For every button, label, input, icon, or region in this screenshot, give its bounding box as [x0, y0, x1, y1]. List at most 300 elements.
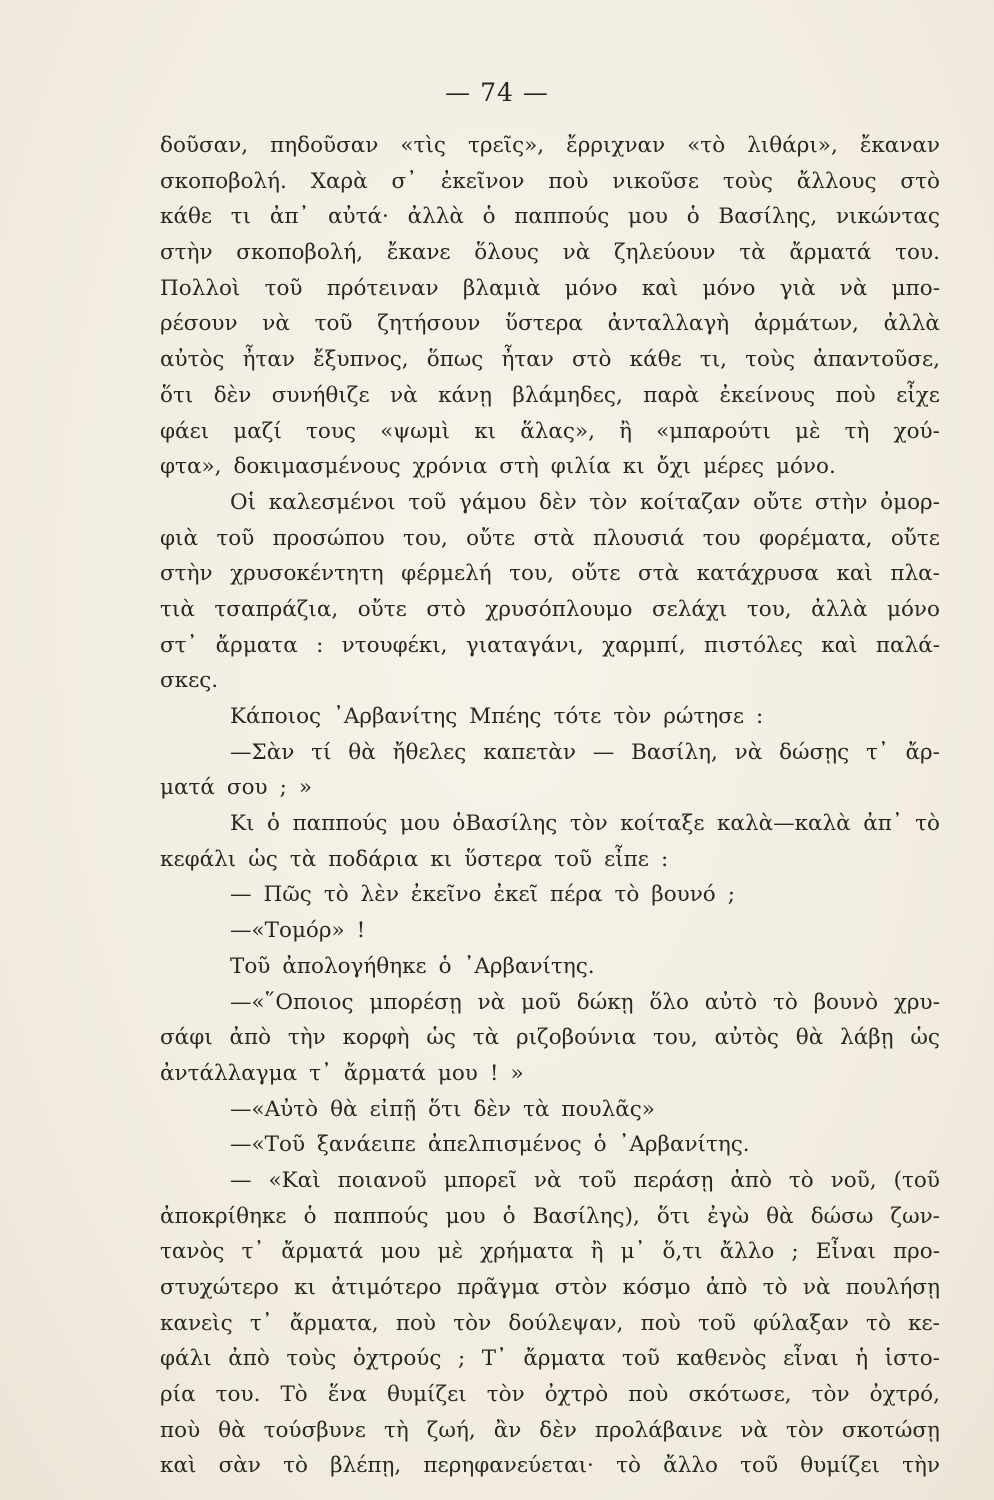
word: παππούς	[292, 811, 388, 837]
text-line	[160, 1448, 940, 1484]
word: κι	[622, 454, 645, 480]
word: μοῦ	[520, 989, 561, 1015]
word: σκες.	[160, 668, 219, 694]
word: Τοῦ	[230, 953, 271, 979]
word: οὔτε	[890, 525, 940, 551]
word: κοίταζαν	[640, 489, 741, 515]
word: περάσῃ	[633, 1167, 714, 1193]
word: ὅπως	[426, 347, 484, 373]
word: τ᾿	[241, 1239, 265, 1265]
word: σκοποβολή.	[160, 168, 287, 194]
word: ᾿Αρβανίτης.	[618, 1132, 750, 1158]
word: τ᾿	[866, 739, 889, 765]
text-line	[160, 663, 940, 699]
word: παππούς	[333, 1203, 429, 1229]
word: ἔρριχναν	[566, 133, 666, 158]
word: οὔτε	[357, 596, 407, 622]
word: χού-	[893, 418, 940, 444]
word: ὁ	[502, 1203, 516, 1229]
word: μαζί	[233, 418, 282, 444]
word: τὸν	[569, 811, 608, 837]
word: «ψωμὶ	[380, 418, 451, 444]
word: ματά	[160, 775, 215, 801]
word: τοῦ	[578, 1167, 617, 1193]
word: τοῦ	[314, 311, 353, 337]
word: λάβῃ	[840, 1025, 894, 1051]
word: πλουσιά	[592, 525, 685, 551]
word: νὰ	[734, 739, 763, 765]
word: δώσω	[810, 1203, 874, 1229]
text-line	[160, 164, 940, 200]
word: —«῞Οποιος	[230, 989, 354, 1015]
word: χρόνια	[412, 454, 488, 480]
word: κάνῃ	[438, 382, 492, 408]
word: κάθε	[160, 204, 213, 230]
word: μόνο	[887, 596, 940, 622]
word: ριζοβούνια	[515, 1025, 637, 1051]
word: χρυσόπλουμο	[485, 596, 633, 622]
word: ἀλλὰ	[811, 596, 868, 622]
word: ἀπὸ	[730, 1167, 772, 1193]
word: πέρα	[550, 882, 603, 908]
word: —«Τοῦ	[230, 1132, 306, 1158]
word: τ᾿	[249, 1310, 273, 1336]
word: στὴν	[160, 240, 213, 266]
word: ἔξυπνος,	[313, 347, 409, 373]
text-line	[160, 1199, 940, 1235]
text-line	[160, 449, 940, 485]
word: Χαρὰ	[310, 168, 368, 194]
word: τοῦ	[264, 275, 303, 301]
word: εἶπε	[604, 846, 649, 872]
word: Πολλοὶ	[160, 275, 241, 301]
word: νικώντας	[835, 204, 940, 230]
word: Βασίλης),	[532, 1203, 640, 1229]
word: τούσβυνε	[263, 1417, 366, 1443]
word: οὔτε	[571, 561, 621, 587]
word: ὀχτρό,	[869, 1382, 940, 1408]
word: ἀπὸ	[229, 1025, 272, 1051]
word: ἀπελπισμένος	[427, 1132, 582, 1158]
word: ποιανοῦ	[337, 1167, 427, 1193]
word: στὴν	[814, 489, 868, 515]
word: ὁ	[267, 811, 280, 837]
word: ;	[791, 1239, 799, 1265]
word: στὴ	[499, 454, 539, 480]
word: του	[702, 525, 741, 551]
word: ἀπὸ	[228, 1346, 270, 1372]
word: νοῦ,	[830, 1167, 877, 1193]
word: ὡς	[248, 846, 278, 872]
text-line	[160, 485, 940, 521]
word: δώκῃ	[576, 989, 634, 1015]
word: ὁ	[686, 204, 700, 230]
word: στὸ	[571, 347, 612, 373]
word: —	[230, 1167, 252, 1193]
word: ἄλλο	[663, 1453, 718, 1479]
word: κοίταξε	[620, 811, 705, 837]
word: ἀπὸ	[705, 1275, 748, 1300]
word: του.	[215, 1382, 261, 1408]
text-line	[160, 913, 940, 949]
word: του,	[652, 1025, 698, 1051]
word: τὴν	[287, 1025, 326, 1051]
word: μπορεῖ	[443, 1167, 517, 1193]
word: ᾿Αρβανίτης	[333, 704, 458, 729]
word: βλαμιὰ	[462, 275, 541, 301]
word: ἄρματά	[789, 240, 872, 266]
word: στυχώτερο	[160, 1275, 279, 1300]
word: τότε	[553, 704, 602, 729]
word: τι,	[699, 347, 727, 373]
word: χρυσοκέντητη	[230, 561, 384, 587]
word: ἀνταλλαγὴ	[607, 311, 730, 337]
word: κι	[430, 846, 453, 872]
word: ἡ	[855, 1346, 869, 1372]
text-line	[160, 806, 940, 842]
word: τσαπράζια,	[214, 596, 339, 622]
word: κατάχρυσα	[696, 561, 819, 587]
text-line	[160, 592, 940, 628]
word: —«Τομόρ»	[230, 918, 345, 944]
word: τὸν	[811, 1382, 850, 1408]
word: γιαταγάνι,	[465, 632, 584, 658]
word: ἀλλὰ	[407, 204, 464, 230]
word: «τὶς	[400, 133, 446, 158]
word: οὔτε	[753, 489, 803, 515]
word: ἀπαντοῦσε,	[813, 347, 940, 373]
text-line	[160, 235, 940, 271]
word: —Σὰν	[230, 739, 295, 765]
text-line	[160, 1413, 940, 1449]
word: κορφὴ	[342, 1025, 410, 1051]
word: τιὰ	[160, 596, 195, 622]
text-line	[160, 735, 940, 771]
word: ζηλεύουν	[614, 240, 716, 266]
word: τί	[311, 739, 332, 765]
word: φύλαξαν	[753, 1310, 849, 1336]
word: Πῶς	[263, 882, 312, 908]
word: σκότωσε,	[688, 1382, 792, 1408]
word: τὸν	[453, 1310, 492, 1336]
word: του,	[403, 525, 448, 551]
word: νὰ	[802, 1275, 831, 1300]
word: παππούς	[514, 204, 610, 230]
word: καπετὰν	[483, 739, 576, 765]
word: :	[756, 704, 764, 729]
text-line	[160, 699, 940, 735]
word: τὸ	[788, 1167, 814, 1193]
word: Κάποιος	[230, 704, 322, 729]
word: κι	[294, 1275, 316, 1300]
word: ἐγὼ	[707, 1203, 750, 1229]
word: ὁ	[482, 204, 496, 230]
word: τὸ	[323, 882, 349, 908]
text-line	[160, 628, 940, 664]
word: ἀπολογήθηκε	[282, 953, 427, 979]
word: νὰ	[740, 1417, 768, 1443]
word: κάθε	[629, 347, 682, 373]
word: μὲ	[795, 418, 821, 444]
text-line	[160, 1306, 940, 1342]
word: στὴν	[160, 561, 213, 587]
text-line	[160, 378, 940, 414]
word: τοὺς	[745, 347, 796, 373]
word: ἀρμάτων,	[753, 311, 859, 337]
word: μὲ	[437, 1239, 464, 1265]
word: ἐκεῖνο	[410, 882, 482, 908]
text-line	[160, 1270, 940, 1306]
word: φάλι	[160, 1346, 212, 1372]
word: ντουφέκι,	[341, 632, 448, 658]
word: καὶ	[160, 1453, 197, 1479]
word: μου	[437, 1060, 478, 1086]
word: σὰν	[218, 1453, 261, 1479]
word: »	[510, 1060, 524, 1086]
word: εἶχε	[896, 382, 940, 408]
word: καλεσμένοι	[268, 489, 396, 515]
word: στὸν	[554, 1275, 608, 1300]
word: εἶναι	[783, 1346, 839, 1372]
word: τὸ	[616, 1453, 641, 1479]
word: γάμου	[459, 489, 527, 515]
word: αὐτὸς	[160, 347, 225, 373]
word: ποὺ	[160, 1417, 201, 1443]
word: τοῦ	[554, 846, 593, 872]
word: κόσμο	[622, 1275, 691, 1300]
text-line	[160, 414, 940, 450]
word: στ᾿	[160, 632, 198, 658]
word: στὰ	[533, 525, 575, 551]
word: ἐκεῖνον	[440, 168, 525, 194]
word: τὰ	[472, 1025, 500, 1051]
word: τοῦ	[216, 525, 255, 551]
word: τρεῖς»,	[467, 133, 545, 158]
word: τὴ	[383, 1417, 409, 1443]
word: ὁ	[593, 1132, 607, 1158]
word: μου	[627, 204, 668, 230]
word: ὀχτρούς	[352, 1346, 442, 1372]
word: ὅτι	[656, 1203, 691, 1229]
word: ἅλας»,	[520, 418, 595, 444]
word: αὐτὸ	[704, 989, 758, 1015]
word: νὰ	[562, 240, 591, 266]
word: φτα»,	[160, 454, 222, 480]
word: μόνο	[702, 275, 756, 301]
word: ἀντάλλαγμα	[160, 1060, 298, 1086]
word: καὶ	[641, 275, 679, 301]
word: παρὰ	[643, 382, 700, 408]
word: μόνο	[564, 275, 618, 301]
word: θυμίζει	[387, 1382, 467, 1408]
word: :	[660, 846, 669, 872]
word: πηδοῦσαν	[270, 133, 379, 158]
word: ὅλους	[474, 240, 539, 266]
word: ἔκαναν	[859, 133, 940, 158]
word: —	[592, 739, 615, 765]
word: στὸ	[900, 168, 940, 194]
word: Εἶναι	[815, 1239, 876, 1265]
word: αὐτά·	[327, 204, 389, 230]
text-line	[160, 1020, 940, 1056]
word: Βασίλης,	[718, 204, 818, 230]
word: θὰ	[766, 1203, 794, 1229]
word: !	[356, 918, 366, 944]
word: ἱστο-	[884, 1346, 940, 1372]
word: χαρμπί,	[602, 632, 686, 658]
text-line	[160, 770, 940, 806]
word: μέρες	[703, 454, 765, 480]
text-line	[160, 1127, 940, 1163]
word: αὐτὸς	[714, 1025, 779, 1051]
word: τὸ	[762, 1275, 788, 1300]
text-line	[160, 842, 940, 878]
word: ὕστερα	[464, 846, 543, 872]
word: παλά-	[875, 632, 940, 658]
word: σκοποβολή,	[236, 240, 364, 266]
word: βουνὸ	[813, 989, 879, 1015]
word: νὰ	[533, 1167, 562, 1193]
word: τοῦ	[622, 1346, 660, 1372]
word: σάφι	[160, 1025, 213, 1051]
word: κανεὶς	[160, 1310, 233, 1336]
word: κι	[474, 418, 497, 444]
word: ρία	[160, 1382, 196, 1408]
word: τὸν	[785, 1417, 824, 1443]
word: τοῦ	[697, 1310, 736, 1336]
word: τὰ	[739, 240, 766, 266]
word: καλὰ—καλὰ	[716, 811, 851, 837]
word: κεφάλι	[160, 846, 237, 872]
word: συνήθιζε	[271, 382, 370, 408]
word: τοῦ	[740, 1453, 779, 1479]
word: ;	[727, 882, 736, 908]
word: θὰ	[795, 1025, 824, 1051]
word: τὰ	[289, 846, 317, 872]
word: ὡς	[910, 1025, 940, 1051]
word: Τ᾿	[481, 1346, 507, 1372]
text-line	[160, 128, 940, 164]
text-line	[160, 949, 940, 985]
word: προ-	[892, 1239, 940, 1265]
word: λὲν	[360, 882, 399, 908]
word: δούλεψαν,	[508, 1310, 624, 1336]
word: ἄρματά	[343, 1060, 426, 1086]
word: δὲν	[539, 489, 577, 515]
word: μπορέσῃ	[369, 989, 462, 1015]
word: «μπαρούτι	[656, 418, 771, 444]
word: ὀχτρὸ	[544, 1382, 609, 1408]
word: ὅτι	[428, 1096, 462, 1122]
word: ὁ	[303, 1203, 317, 1229]
word: ἤθελες	[392, 739, 467, 765]
word: εἰπῇ	[369, 1096, 417, 1122]
word: ρέσουν	[160, 311, 238, 337]
word: ἀπ᾿	[863, 811, 903, 837]
word: τὴ	[844, 418, 870, 444]
word: ἕνα	[327, 1382, 367, 1408]
word: ἀποκρίθηκε	[160, 1203, 287, 1229]
text-line	[160, 521, 940, 557]
word: φιλία	[550, 454, 611, 480]
word: τοῦ	[408, 489, 447, 515]
word: ἄρματα,	[289, 1310, 379, 1336]
word: τὸ	[866, 1310, 891, 1336]
word: ἄρματα	[215, 632, 298, 658]
word: ποδάρια	[328, 846, 419, 872]
word: στὰ	[638, 561, 680, 587]
word: ἔκανε	[386, 240, 451, 266]
word: δὲν	[473, 1096, 511, 1122]
word: ὀμορ-	[880, 489, 940, 515]
word: ποὺ	[835, 382, 876, 408]
word: —«Αὐτὸ	[230, 1096, 319, 1122]
word: ἀλλὰ	[883, 311, 940, 337]
word: Βασίλη,	[631, 739, 718, 765]
word: χρυ-	[893, 989, 940, 1015]
word: σ᾿	[391, 168, 417, 194]
word: καὶ	[821, 632, 858, 658]
word: ζητήσουν	[377, 311, 481, 337]
word: «τὸ	[687, 133, 726, 158]
word: του,	[746, 596, 792, 622]
text-line	[160, 271, 940, 307]
word: τὸν	[589, 489, 628, 515]
word: δώσῃς	[779, 739, 850, 765]
word: φορέματα,	[758, 525, 873, 551]
text-line	[160, 1377, 940, 1413]
word: ἀτιμότερο	[331, 1275, 442, 1300]
word: ὁ	[438, 953, 452, 979]
word: μου	[445, 1203, 486, 1229]
word: δοῦσαν,	[160, 133, 249, 158]
word: ἢ	[590, 1239, 604, 1265]
word: λιθάρι»,	[747, 133, 838, 158]
word: ἀπ᾿	[269, 204, 310, 230]
word: τους	[306, 418, 356, 444]
word: τοὺς	[722, 168, 773, 194]
word: τ᾿	[309, 1060, 332, 1086]
word: βλέπῃ,	[330, 1453, 402, 1479]
word: θὰ	[330, 1096, 358, 1122]
word: στὸ	[426, 596, 466, 622]
word: ὁΒασίλης	[452, 811, 558, 837]
word: πουλήσῃ	[845, 1275, 940, 1300]
word: ἐκεῖ	[493, 882, 539, 908]
word: ἄλλους	[796, 168, 877, 194]
word: νὰ	[262, 311, 290, 337]
word: ὅλο	[649, 989, 689, 1015]
page-number: — 74 —	[445, 78, 549, 107]
word: του.	[895, 240, 940, 266]
word: ξανάειπε	[317, 1132, 416, 1158]
word: τὴν	[902, 1453, 940, 1479]
word: νὰ	[839, 275, 868, 301]
text-line	[160, 877, 940, 913]
text-line	[160, 342, 940, 378]
word: προλάβαινε	[594, 1417, 723, 1443]
word: (τοῦ	[893, 1167, 940, 1193]
word: θὰ	[218, 1417, 246, 1443]
word: ;	[457, 1346, 466, 1372]
word: θυμίζει	[800, 1453, 880, 1479]
word: πρᾶγμα	[456, 1275, 540, 1300]
word: θὰ	[348, 739, 376, 765]
word: μου	[380, 1239, 421, 1265]
word: κε-	[908, 1310, 940, 1336]
word: βλάμηδες,	[512, 382, 623, 408]
text-line	[160, 1092, 940, 1128]
